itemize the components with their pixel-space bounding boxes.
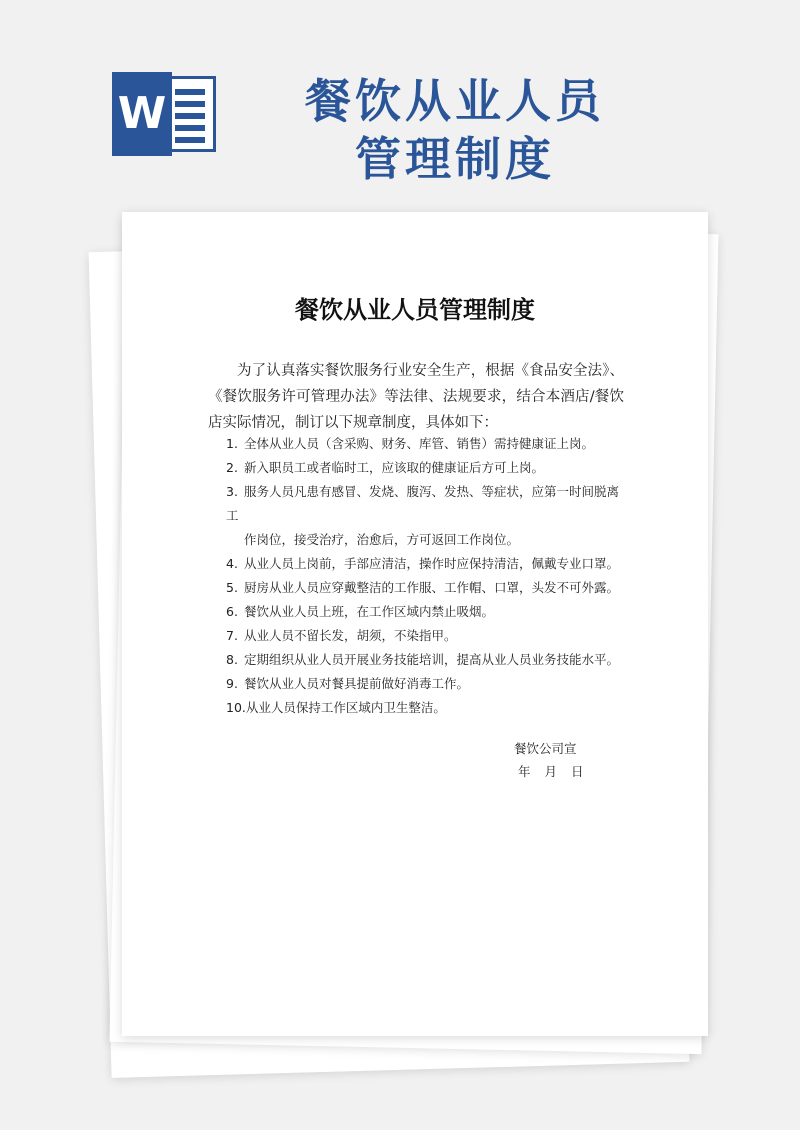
intro-paragraph: 为了认真落实餐饮服务行业安全生产，根据《食品安全法》、《餐饮服务许可管理办法》等法律、法规要求，结合本酒店/餐饮店实际情况，制订以下规章制度，具体如下： xyxy=(208,363,624,431)
list-item: 2. 新入职员工或者临时工，应该取的健康证后方可上岗。 xyxy=(226,460,545,475)
banner-title-line1: 餐饮从业人员 xyxy=(305,74,605,128)
word-letter-logo: W xyxy=(112,72,172,156)
list-item: 10.从业人员保持工作区域内卫生整洁。 xyxy=(226,700,446,715)
list-item: 3. 服务人员凡患有感冒、发烧、腹泻、发热、等症状，应第一时间脱离工 作岗位，接受治疗，治愈后，方可返回工作岗位。 xyxy=(226,484,620,547)
banner-title-line2: 管理制度 xyxy=(355,132,555,186)
list-item: 1. 全体从业人员（含采购、财务、库管、销售）需持健康证上岗。 xyxy=(226,436,595,451)
list-item: 9. 餐饮从业人员对餐具提前做好消毒工作。 xyxy=(226,676,470,691)
date-line: 年 月 日 xyxy=(518,764,584,779)
list-item: 6. 餐饮从业人员上班，在工作区域内禁止吸烟。 xyxy=(226,604,495,619)
word-document-icon xyxy=(112,72,216,156)
list-item: 4. 从业人员上岗前，手部应清洁，操作时应保持清洁，佩戴专业口罩。 xyxy=(226,556,620,571)
document-title: 餐饮从业人员管理制度 xyxy=(295,296,535,324)
signature: 餐饮公司宣 xyxy=(514,741,577,756)
document-page xyxy=(122,212,708,1036)
list-item: 7. 从业人员不留长发，胡须，不染指甲。 xyxy=(226,628,457,643)
banner-header xyxy=(0,0,800,205)
banner-title xyxy=(300,72,610,188)
rules-list xyxy=(226,432,626,720)
list-item: 5. 厨房从业人员应穿戴整洁的工作服、工作帽、口罩，头发不可外露。 xyxy=(226,580,620,595)
list-item: 8. 定期组织从业人员开展业务技能培训，提高从业人员业务技能水平。 xyxy=(226,652,620,667)
